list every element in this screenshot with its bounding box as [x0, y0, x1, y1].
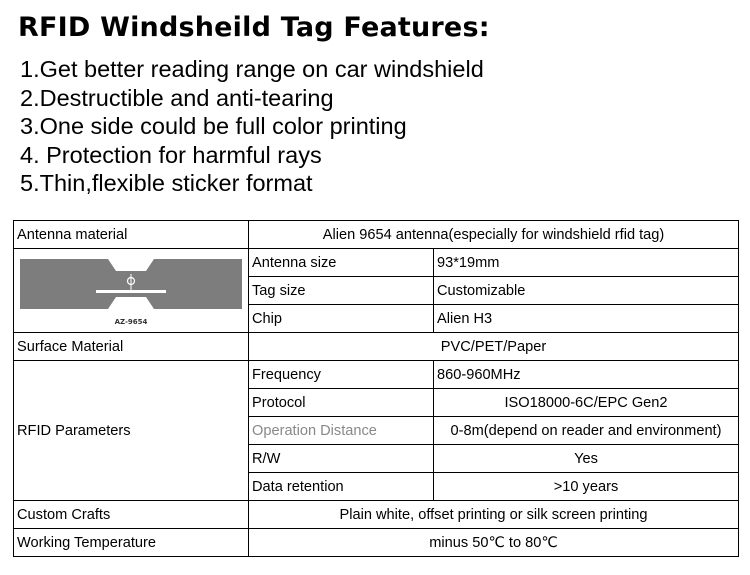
- tag-image-cell: [14, 249, 249, 333]
- row-value: Alien H3: [434, 305, 739, 333]
- row-label: Surface Material: [14, 333, 249, 361]
- feature-item: 5.Thin,flexible sticker format: [20, 170, 313, 197]
- feature-item: 4. Protection for harmful rays: [20, 141, 322, 168]
- page-title: RFID Windsheild Tag Features:: [18, 12, 490, 43]
- row-value: Alien 9654 antenna(especially for windshield rfid tag): [249, 221, 739, 249]
- row-label: Frequency: [249, 361, 434, 389]
- table-row: [14, 501, 739, 529]
- row-value: ISO18000-6C/EPC Gen2: [434, 389, 739, 417]
- table-row: [14, 529, 739, 557]
- table-row: [14, 333, 739, 361]
- row-value: 0-8m(depend on reader and environment): [434, 417, 739, 445]
- row-label: Custom Crafts: [14, 501, 249, 529]
- spec-table: [13, 220, 739, 557]
- row-label: Protocol: [249, 389, 434, 417]
- row-label: Data retention: [249, 473, 434, 501]
- row-value: minus 50℃ to 80℃: [249, 529, 739, 557]
- row-label: Operation Distance: [249, 417, 434, 445]
- row-value: 93*19mm: [434, 249, 739, 277]
- row-label: RFID Parameters: [14, 361, 249, 501]
- row-label: Working Temperature: [14, 529, 249, 557]
- row-label: Chip: [249, 305, 434, 333]
- row-label: Antenna size: [249, 249, 434, 277]
- table-row: [14, 361, 739, 389]
- feature-item: 1.Get better reading range on car windshield: [20, 56, 484, 82]
- feature-item: 2.Destructible and anti-tearing: [20, 84, 334, 111]
- row-value: Customizable: [434, 277, 739, 305]
- row-value: PVC/PET/Paper: [249, 333, 739, 361]
- table-row: [14, 249, 739, 277]
- row-label: Tag size: [249, 277, 434, 305]
- feature-item: 3.One side could be full color printing: [20, 113, 407, 140]
- row-label: Antenna material: [14, 221, 249, 249]
- table-row: [14, 221, 739, 249]
- row-value: Plain white, offset printing or silk screen printing: [249, 501, 739, 529]
- row-value: Yes: [434, 445, 739, 473]
- rfid-tag-image: [20, 259, 242, 329]
- row-value: >10 years: [434, 473, 739, 501]
- row-label: R/W: [249, 445, 434, 473]
- row-value: 860-960MHz: [434, 361, 739, 389]
- tag-model-label: AZ-9654: [114, 317, 148, 326]
- feature-list: [20, 55, 484, 198]
